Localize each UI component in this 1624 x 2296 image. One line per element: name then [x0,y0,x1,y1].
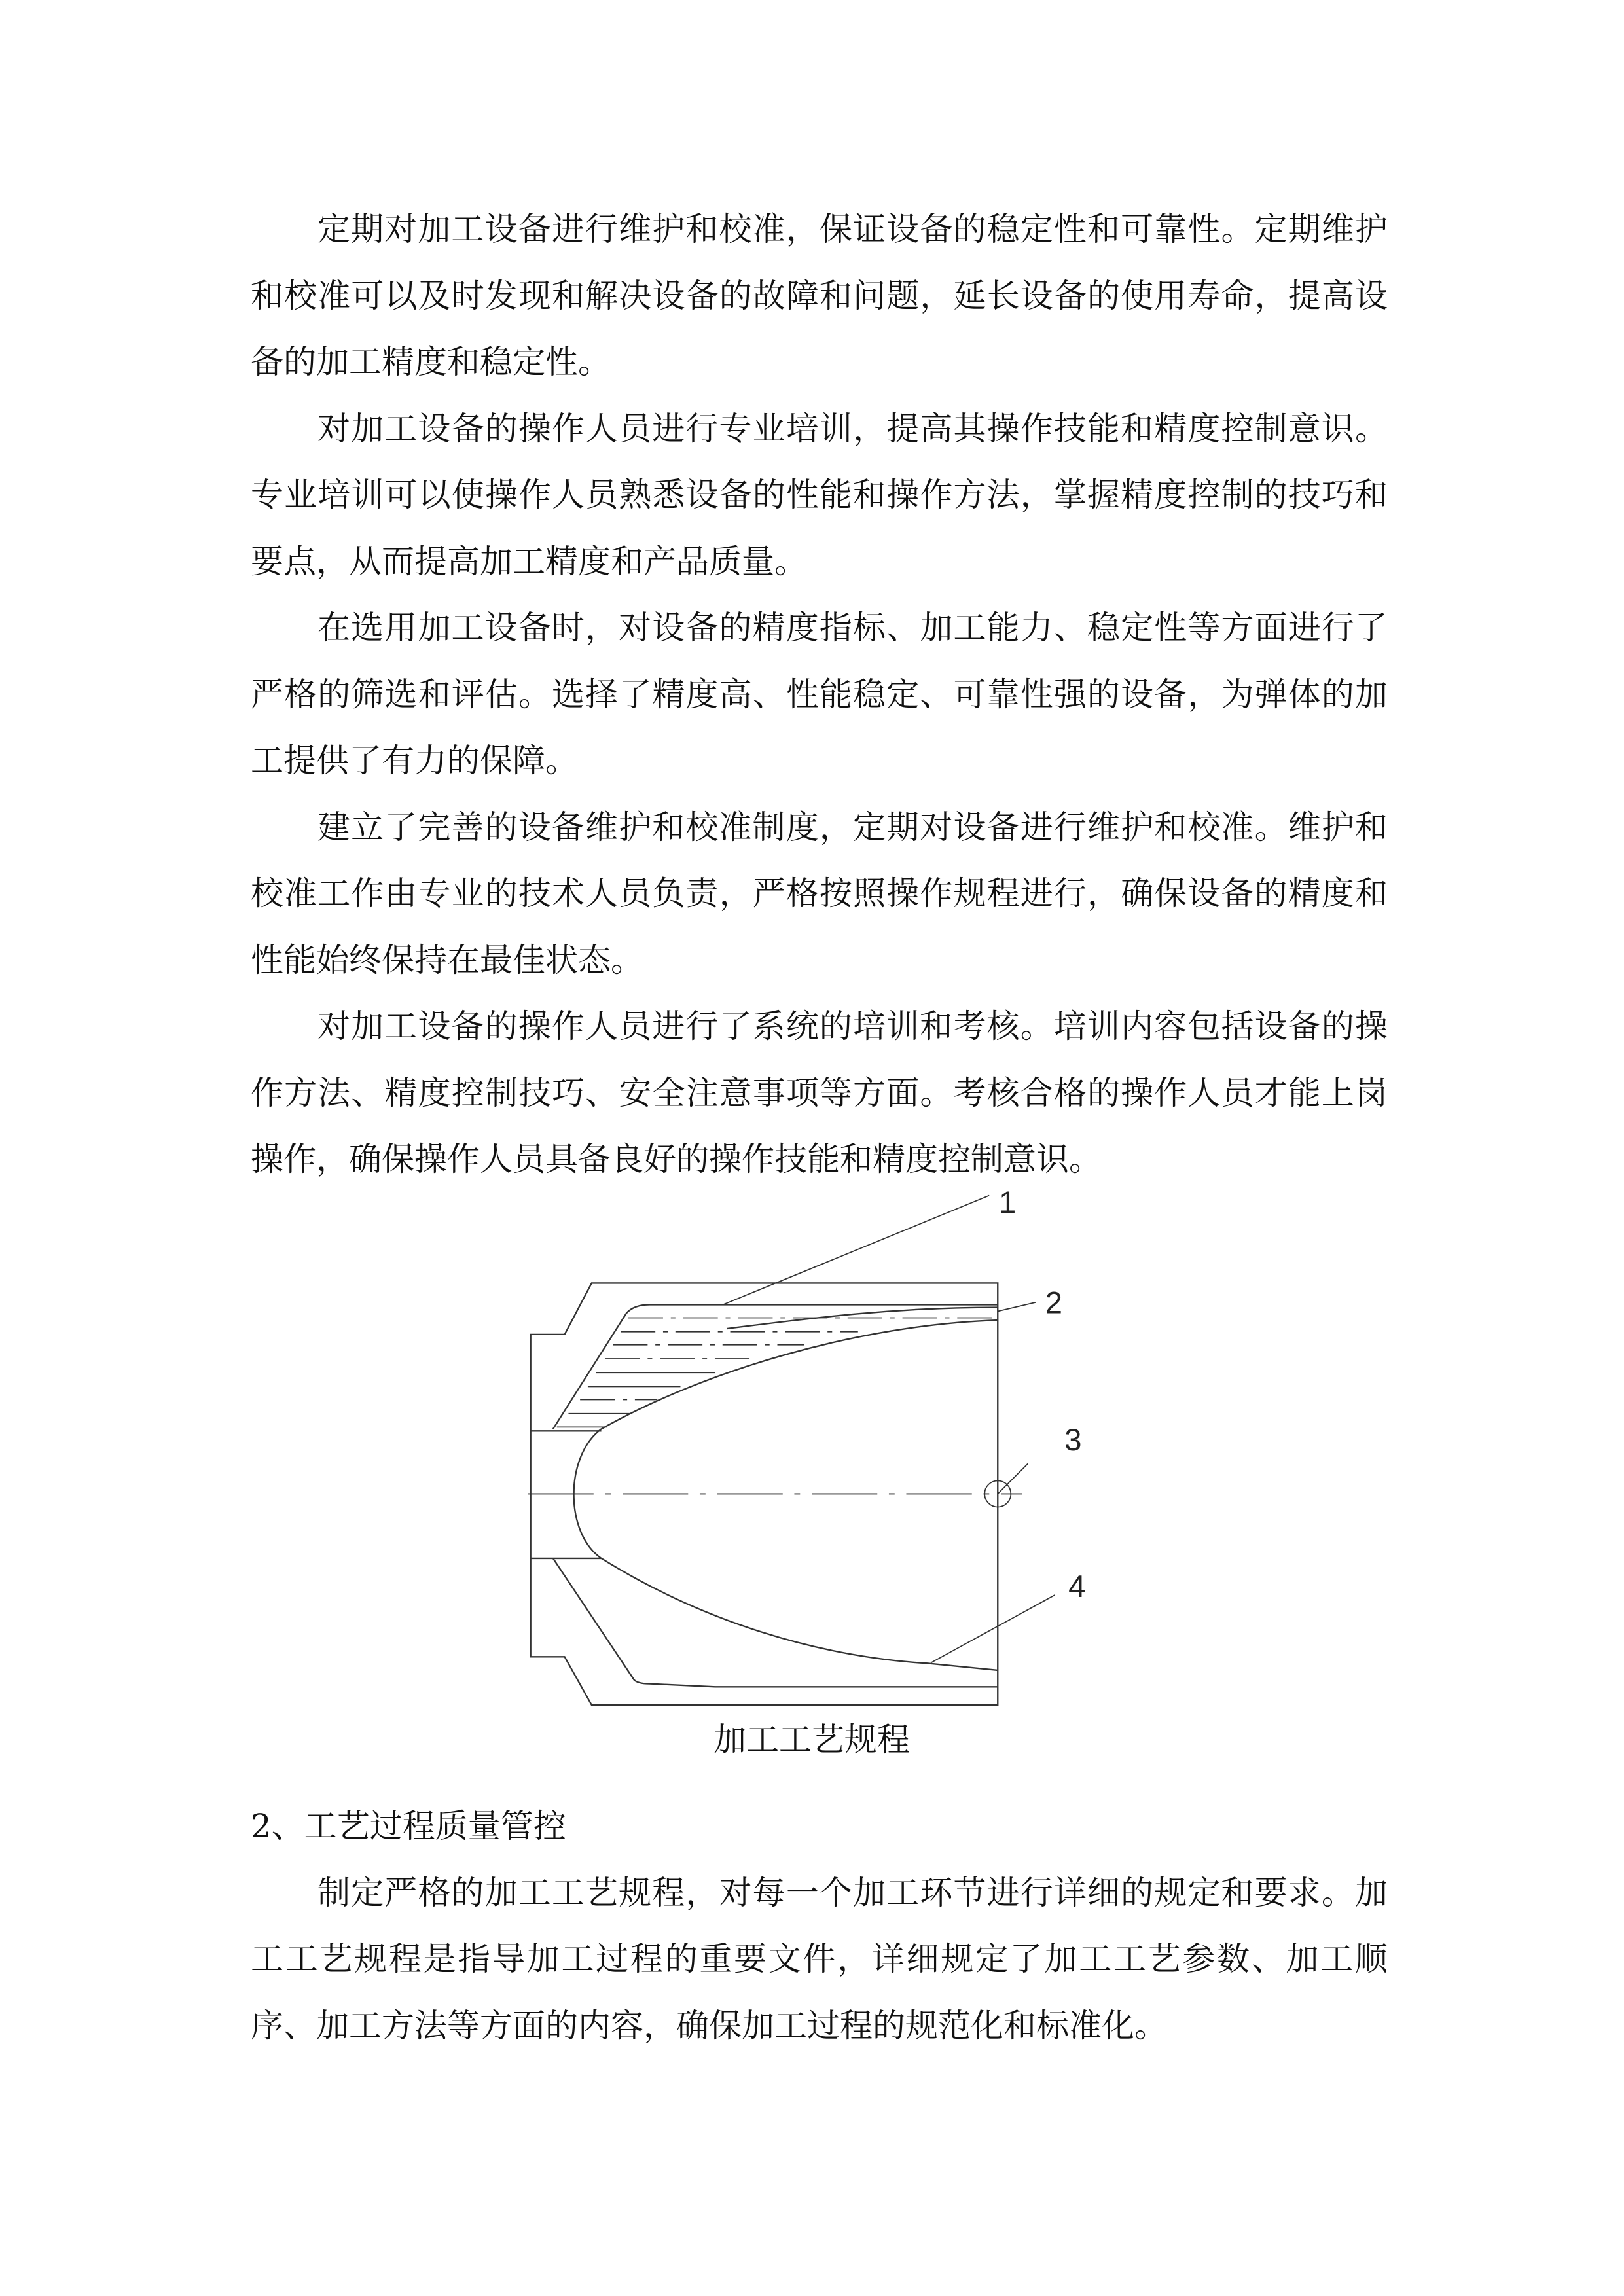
text-line: 校准工作由专业的技术人员负责，严格按照操作规程进行，确保设备的精度和 [251,874,1388,912]
text-line: 对加工设备的操作人员进行专业培训，提高其操作技能和精度控制意识。 [317,409,1388,448]
paragraph-2 [251,396,1388,596]
text-line: 建立了完善的设备维护和校准制度，定期对设备进行维护和校准。维护和 [317,808,1388,846]
paragraph-3 [251,595,1388,795]
label-3: 3 [1064,1422,1082,1457]
blank-outline-lower [553,1558,998,1687]
text-line: 工提供了有力的保障。 [251,742,578,780]
hatch-lines [557,1318,998,1427]
text-line: 作方法、精度控制技巧、安全注意事项等方面。考核合格的操作人员才能上岗 [251,1073,1388,1112]
text-line: 严格的筛选和评估。选择了精度高、性能稳定、可靠性强的设备，为弹体的加 [251,675,1388,713]
text-line: 要点，从而提高加工精度和产品质量。 [251,542,807,581]
text-line: 工工艺规程是指导加工过程的重要文件，详细规定了加工工艺参数、加工顺 [251,1940,1388,1978]
text-line: 序、加工方法等方面的内容，确保加工过程的规范化和标准化。 [251,2006,1167,2045]
paragraph-4 [251,795,1388,994]
section-quality-control [251,1793,1388,2059]
paragraph-5 [251,994,1388,1193]
figure-caption: 加工工艺规程 [713,1721,910,1759]
machining-process-diagram [511,1178,1113,1767]
body-text [251,196,1388,1193]
leader-lines [723,1196,1055,1663]
text-line: 操作，确保操作人员具备良好的操作技能和精度控制意识。 [251,1140,1102,1178]
text-line: 专业培训可以使操作人员熟悉设备的性能和操作方法，掌握精度控制的技巧和 [251,476,1388,514]
text-line: 对加工设备的操作人员进行了系统的培训和考核。培训内容包括设备的操 [317,1007,1388,1045]
label-1: 1 [999,1185,1017,1220]
text-line: 性能始终保持在最佳状态。 [251,941,643,979]
text-line: 制定严格的加工工艺规程，对每一个加工环节进行详细的规定和要求。加 [317,1873,1388,1912]
paragraph-1 [251,196,1388,396]
text-line: 定期对加工设备进行维护和校准，保证设备的稳定性和可靠性。定期维护 [317,210,1388,248]
label-4: 4 [1068,1568,1086,1604]
text-line: 和校准可以及时发现和解决设备的故障和问题，延长设备的使用寿命，提高设 [251,276,1388,315]
text-line: 在选用加工设备时，对设备的精度指标、加工能力、稳定性等方面进行了 [317,609,1388,647]
label-2: 2 [1045,1285,1063,1320]
section-heading: 2、工艺过程质量管控 [251,1807,566,1845]
text-line: 备的加工精度和稳定性。 [251,343,611,381]
